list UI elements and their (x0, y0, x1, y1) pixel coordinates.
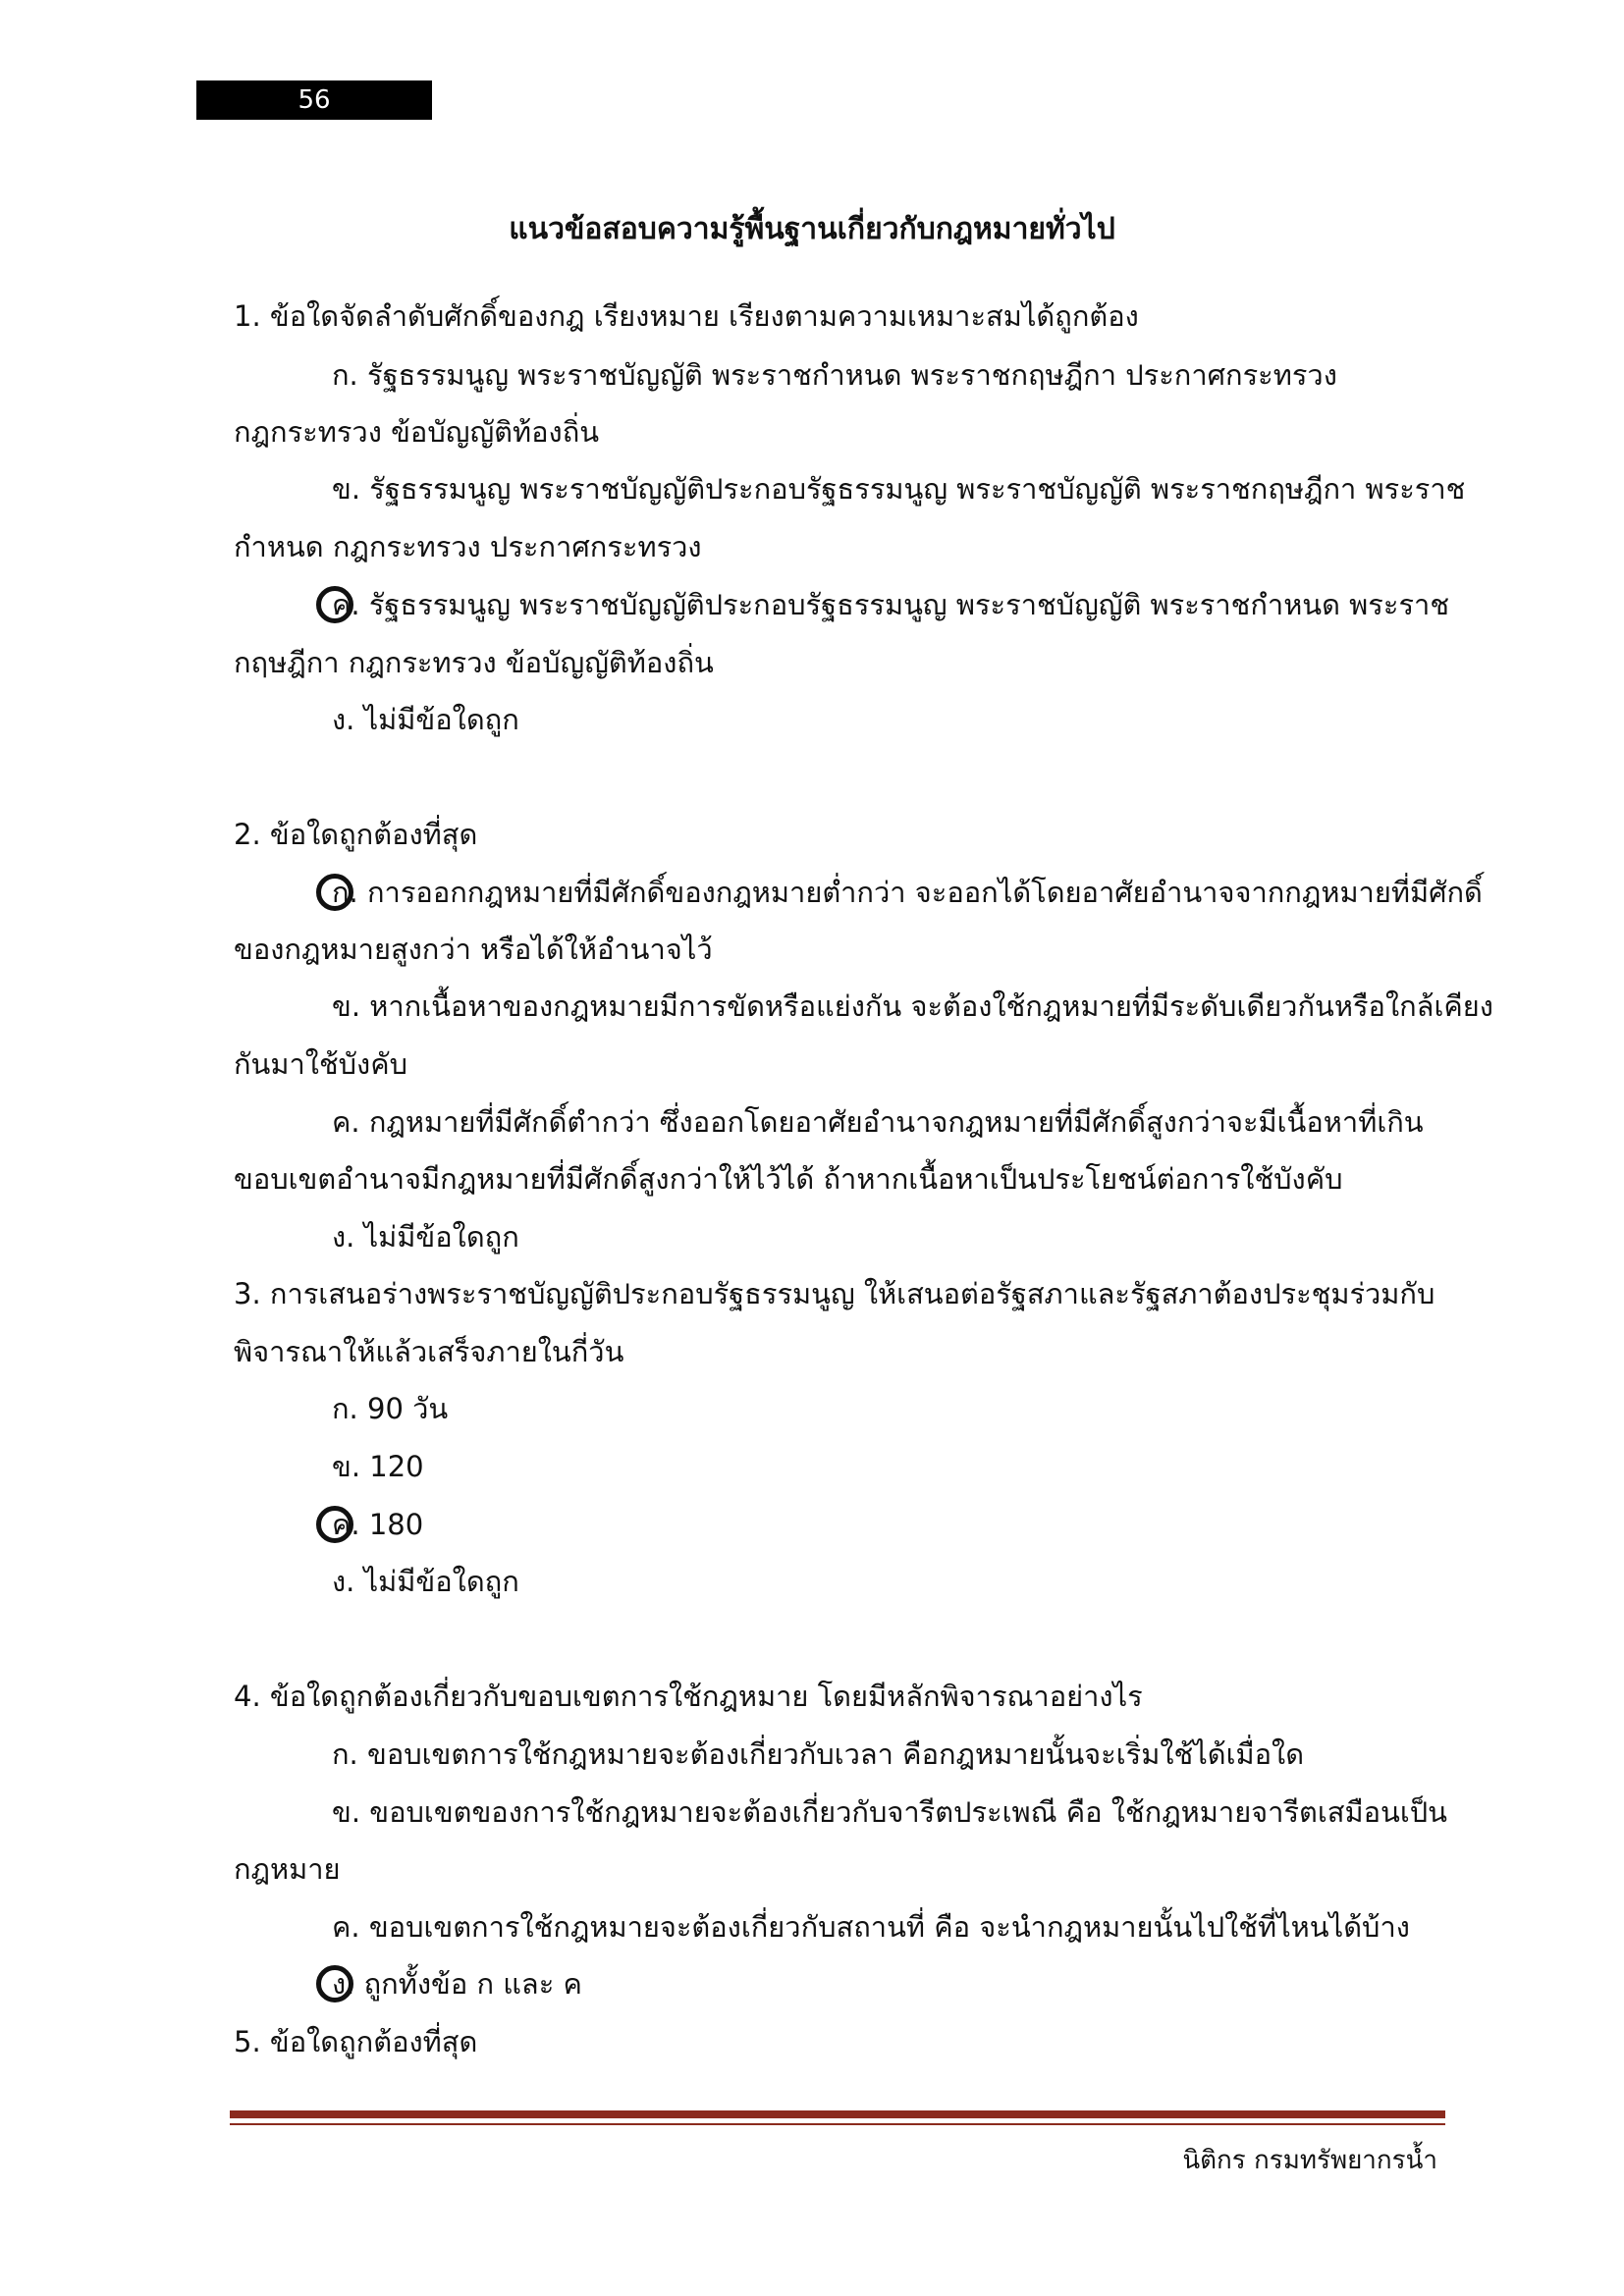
q1-option-a-line1: ก. รัฐธรรมนูญ พระราชบัญญัติ พระราชกำหนด พระราชกฤษฎีกา ประกาศกระทรวง (332, 358, 1337, 392)
q2-option-b-line2: กันมาใช้บังคับ (234, 1047, 408, 1081)
answer-circle-q4 (316, 1965, 353, 2002)
question-3-line2: พิจารณาให้แล้วเสร็จภายในกี่วัน (234, 1335, 624, 1368)
q1-option-c-line1: ค. รัฐธรรมนูญ พระราชบัญญัติประกอบรัฐธรรมนูญ พระราชบัญญัติ พระราชกำหนด พระราช (332, 588, 1449, 621)
q4-option-a: ก. ขอบเขตการใช้กฎหมายจะต้องเกี่ยวกับเวลา คือกฎหมายนั้นจะเริ่มใช้ได้เมื่อใด (332, 1737, 1305, 1771)
q2-option-a-line2: ของกฎหมายสูงกว่า หรือได้ให้อำนาจไว้ (234, 933, 713, 966)
answer-circle-q3 (316, 1506, 353, 1543)
footer-rule (230, 2110, 1445, 2118)
page-number: 56 (196, 80, 432, 120)
q1-option-d: ง. ไม่มีข้อใดถูก (332, 703, 519, 736)
answer-circle-q2 (316, 874, 353, 911)
question-4: 4. ข้อใดถูกต้องเกี่ยวกับขอบเขตการใช้กฎหมาย โดยมีหลักพิจารณาอย่างไร (234, 1680, 1143, 1713)
q4-option-d: ง. ถูกทั้งข้อ ก และ ค (332, 1967, 582, 2001)
q3-option-b: ข. 120 (332, 1450, 424, 1483)
q3-option-d: ง. ไม่มีข้อใดถูก (332, 1565, 519, 1598)
page-title: แนวข้อสอบความรู้พื้นฐานเกี่ยวกับกฎหมายทั่วไป (509, 212, 1115, 246)
question-3-line1: 3. การเสนอร่างพระราชบัญญัติประกอบรัฐธรรมนูญ ให้เสนอต่อรัฐสภาและรัฐสภาต้องประชุมร่วมกับ (234, 1277, 1435, 1310)
q1-option-b-line1: ข. รัฐธรรมนูญ พระราชบัญญัติประกอบรัฐธรรมนูญ พระราชบัญญัติ พระราชกฤษฎีกา พระราช (332, 472, 1466, 506)
q4-option-b-line1: ข. ขอบเขตของการใช้กฎหมายจะต้องเกี่ยวกับจารีตประเพณี คือ ใช้กฎหมายจารีตเสมือนเป็น (332, 1795, 1447, 1829)
q1-option-a-line2: กฎกระทรวง ข้อบัญญัติท้องถิ่น (234, 415, 600, 449)
answer-circle-q1 (316, 586, 353, 623)
q3-option-a: ก. 90 วัน (332, 1392, 449, 1425)
q2-option-c-line2: ขอบเขตอำนาจมีกฎหมายที่มีศักดิ์สูงกว่าให้ไว้ได้ ถ้าหากเนื้อหาเป็นประโยชน์ต่อการใช้บังคับ (234, 1162, 1343, 1196)
q1-option-c-line2: กฤษฎีกา กฎกระทรวง ข้อบัญญัติท้องถิ่น (234, 646, 714, 679)
question-2: 2. ข้อใดถูกต้องที่สุด (234, 818, 478, 851)
q1-option-b-line2: กำหนด กฎกระทรวง ประกาศกระทรวง (234, 530, 702, 563)
q2-option-d: ง. ไม่มีข้อใดถูก (332, 1220, 519, 1254)
q4-option-c: ค. ขอบเขตการใช้กฎหมายจะต้องเกี่ยวกับสถานที่ คือ จะนำกฎหมายนั้นไปใช้ที่ไหนได้บ้าง (332, 1910, 1410, 1944)
q4-option-b-line2: กฎหมาย (234, 1852, 341, 1886)
question-5: 5. ข้อใดถูกต้องที่สุด (234, 2025, 478, 2058)
q2-option-a-line1: ก. การออกกฎหมายที่มีศักดิ์ของกฎหมายต่ำกว่า จะออกได้โดยอาศัยอำนาจจากกฎหมายที่มีศักดิ์ (332, 876, 1483, 909)
q2-option-b-line1: ข. หากเนื้อหาของกฎหมายมีการขัดหรือแย่งกัน จะต้องใช้กฎหมายที่มีระดับเดียวกันหรือใกล้เคียง (332, 989, 1493, 1023)
footer-rule-thin (230, 2123, 1445, 2125)
q2-option-c-line1: ค. กฎหมายที่มีศักดิ์ตำกว่า ซึ่งออกโดยอาศัยอำนาจกฎหมายที่มีศักดิ์สูงกว่าจะมีเนื้อหาที่เกิน (332, 1105, 1424, 1139)
q3-option-c: ค. 180 (332, 1508, 424, 1541)
question-1: 1. ข้อใดจัดลำดับศักดิ์ของกฎ เรียงหมาย เรียงตามความเหมาะสมได้ถูกต้อง (234, 299, 1139, 333)
footer-text: นิติกร กรมทรัพยากรน้ำ (1182, 2146, 1437, 2175)
